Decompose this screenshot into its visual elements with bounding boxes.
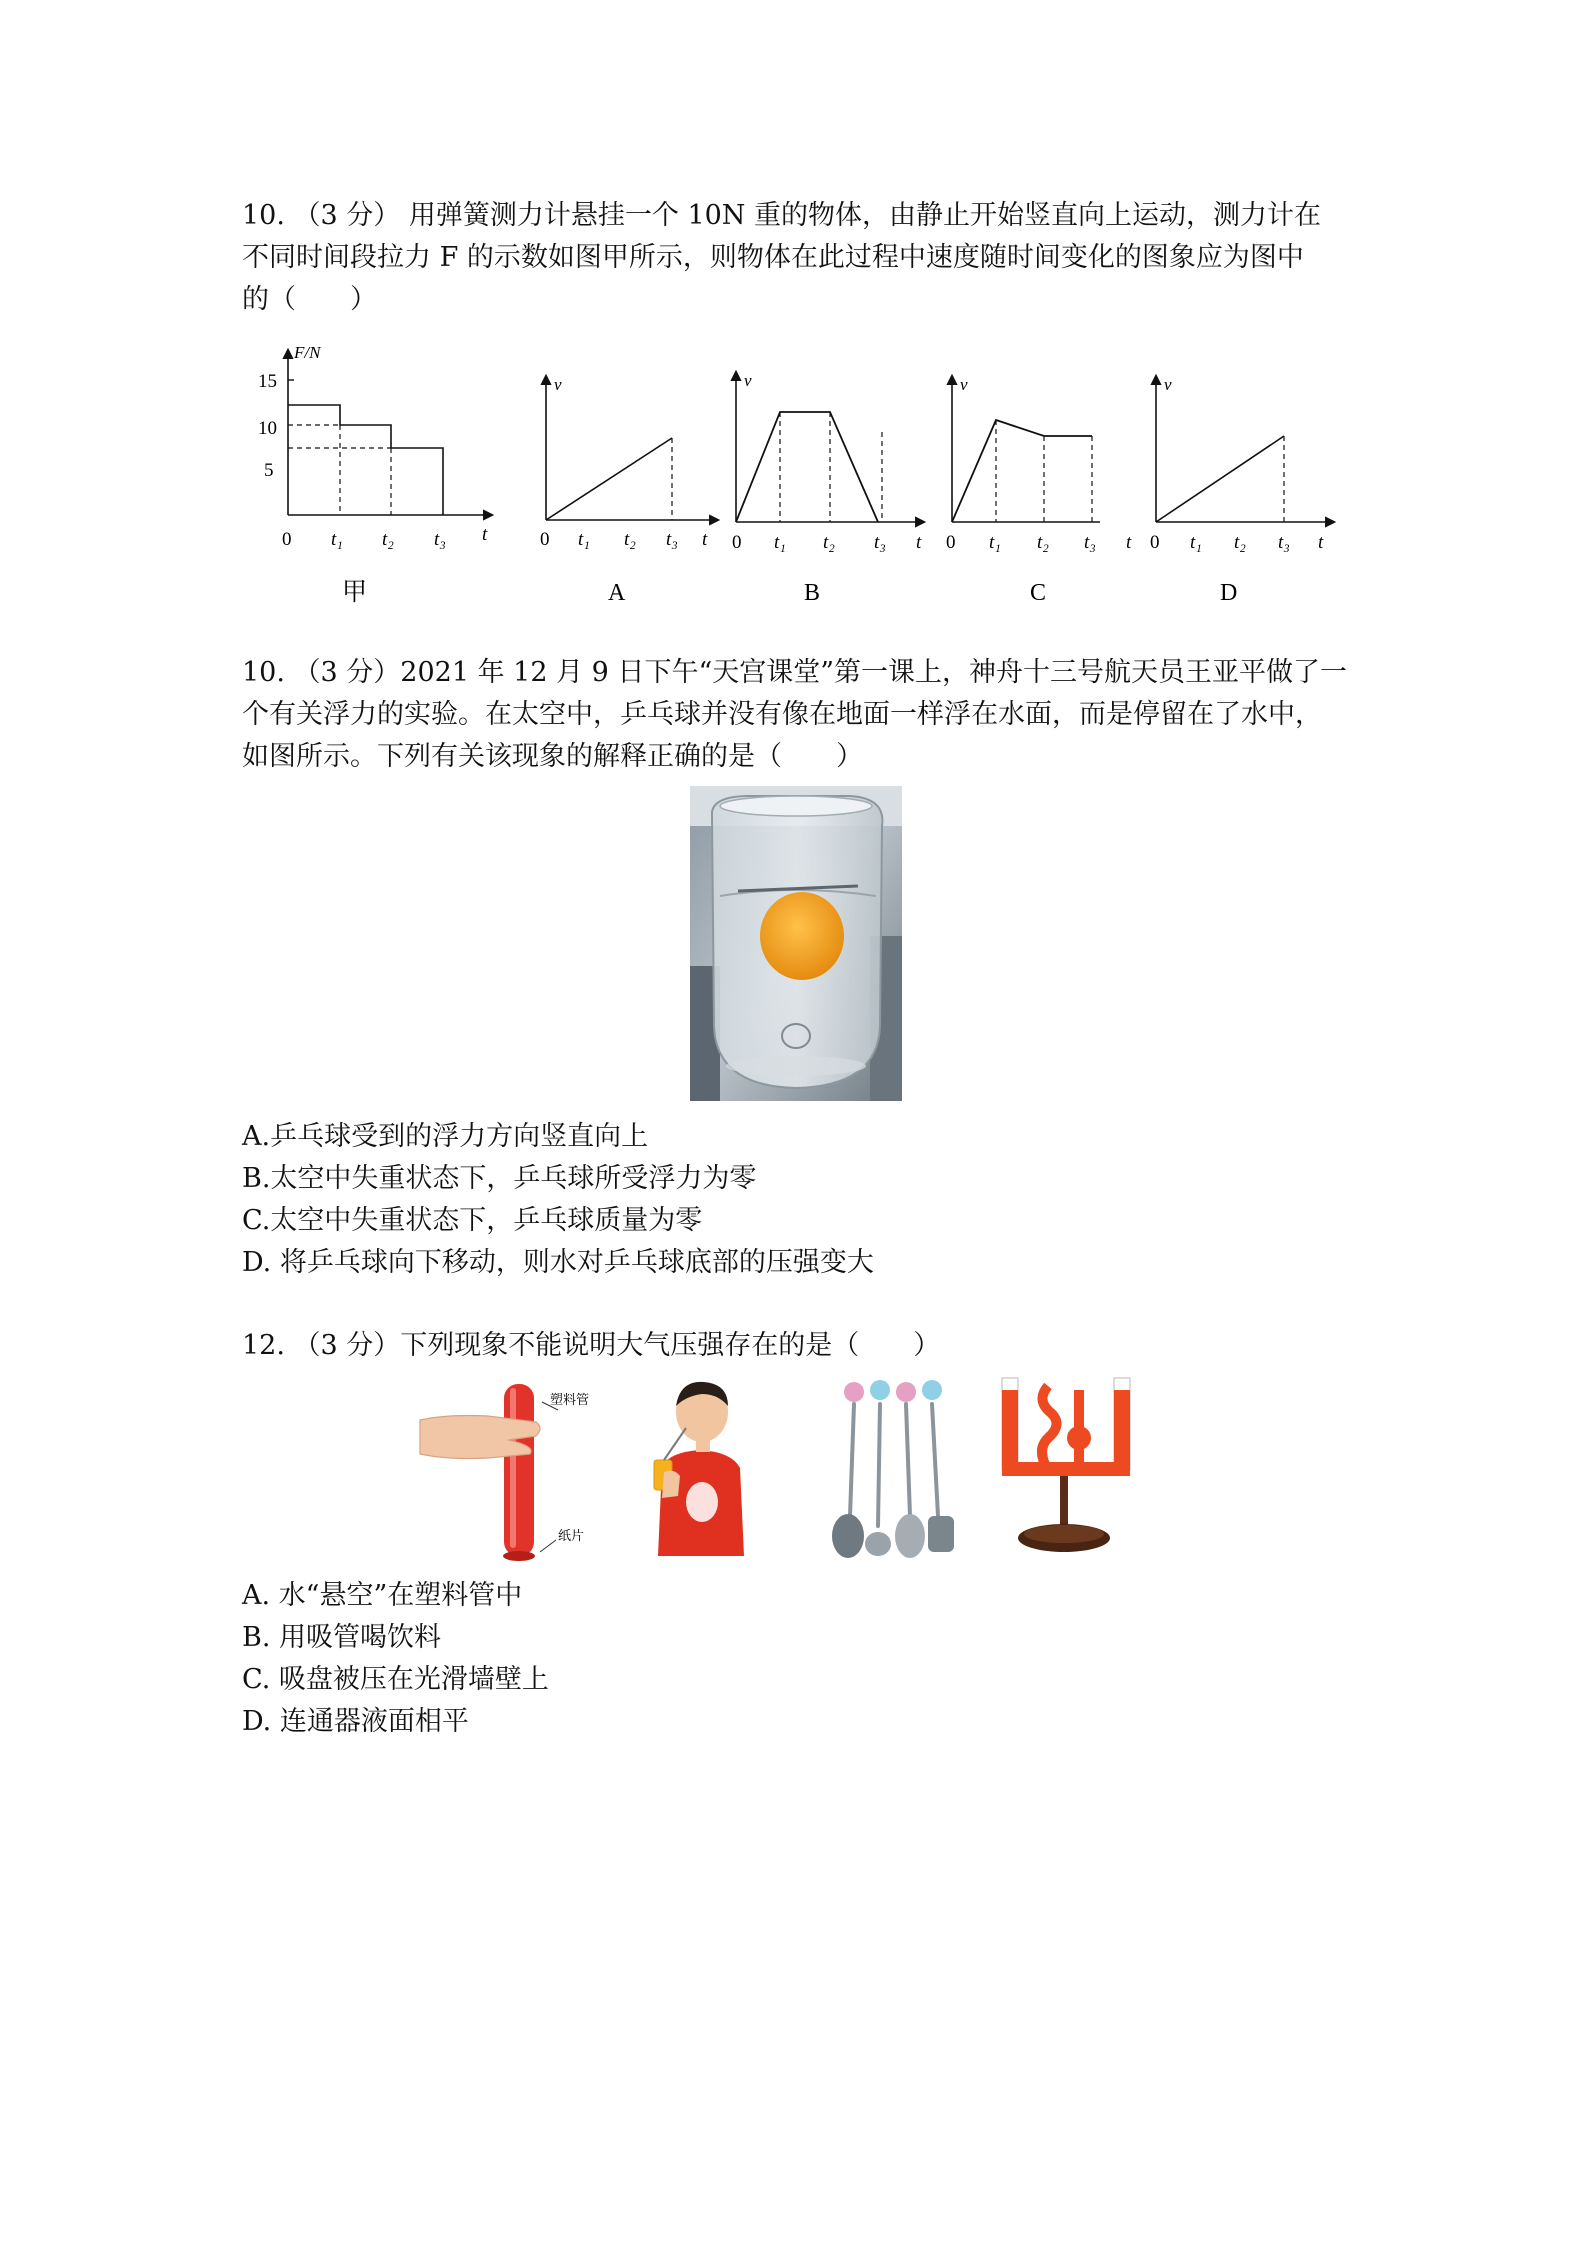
question-10-force-graph	[242, 195, 1362, 321]
graph-label: B	[804, 580, 821, 606]
y-axis-label: v	[960, 375, 968, 394]
graph-label: C	[1030, 580, 1047, 606]
boy-straw-figure	[640, 1376, 760, 1566]
answer-option-d[interactable]: D. 将乒乓球向下移动，则水对乒乓球底部的压强变大	[242, 1247, 874, 1278]
graph-option-d	[1148, 370, 1348, 610]
y-axis-label: F/N	[294, 343, 321, 362]
x-tick: 0	[1150, 532, 1160, 553]
question-10-buoyancy	[242, 652, 1362, 778]
question-text-line: 10. （3 分）2021 年 12 月 9 日下午“天宫课堂”第一课上，神舟十三号航天员王亚平做了一	[242, 657, 1348, 688]
answer-option-c[interactable]: C. 吸盘被压在光滑墙壁上	[242, 1664, 549, 1695]
graph-label: D	[1220, 580, 1238, 606]
graph-option-b	[728, 370, 928, 610]
y-tick: 10	[258, 418, 277, 439]
x-tick: 0	[540, 529, 550, 550]
x-tick: t₃	[666, 529, 678, 550]
graph-label: 甲	[342, 579, 368, 606]
question-text-line: 的（ ）	[242, 284, 377, 315]
answer-option-a[interactable]: A.乒乓球受到的浮力方向竖直向上	[242, 1121, 649, 1152]
y-tick: 15	[258, 371, 277, 392]
graph-label: A	[608, 580, 626, 606]
plastic-tube-figure	[418, 1376, 608, 1566]
answer-option-a[interactable]: A. 水“悬空”在塑料管中	[242, 1580, 523, 1611]
question-text-line: 不同时间段拉力 F 的示数如图甲所示，则物体在此过程中速度随时间变化的图象应为图中	[242, 242, 1304, 273]
figure-label-tube: 塑料管	[550, 1392, 590, 1407]
graph-option-c	[944, 370, 1144, 610]
x-tick: t₂	[1037, 532, 1049, 553]
y-tick: 5	[264, 460, 274, 481]
answer-option-b[interactable]: B. 用吸管喝饮料	[242, 1622, 442, 1653]
question-text-line: 10. （3 分） 用弹簧测力计悬挂一个 10N 重的物体，由静止开始竖直向上运动，测力计在	[242, 200, 1322, 231]
y-axis-label: v	[554, 375, 562, 394]
answer-option-b[interactable]: B.太空中失重状态下，乒乓球所受浮力为零	[242, 1163, 757, 1194]
x-tick: t₁	[1190, 532, 1202, 553]
x-tick: t	[1318, 532, 1324, 553]
y-axis-label: v	[1164, 375, 1172, 394]
x-tick: t₂	[624, 529, 636, 550]
graph-jia	[250, 340, 500, 610]
question-text-line: 12. （3 分）下列现象不能说明大气压强存在的是（ ）	[242, 1330, 941, 1361]
answer-option-d[interactable]: D. 连通器液面相平	[242, 1706, 469, 1737]
question-12-atmospheric-pressure	[242, 1325, 1362, 1367]
x-tick: t₁	[774, 532, 786, 553]
x-tick: t₂	[823, 532, 835, 553]
x-tick: t	[482, 524, 488, 545]
question-text-line: 如图所示。下列有关该现象的解释正确的是（ ）	[242, 741, 863, 772]
x-tick: 0	[946, 532, 956, 553]
connected-vessels-figure	[996, 1376, 1136, 1566]
suction-hooks-figure	[832, 1376, 972, 1566]
x-tick: t₁	[331, 529, 343, 550]
x-tick: t	[916, 532, 922, 553]
x-tick: t₃	[874, 532, 886, 553]
x-tick: t₁	[578, 529, 590, 550]
y-axis-label: v	[744, 371, 752, 390]
x-tick: t₂	[1234, 532, 1246, 553]
x-tick: t₃	[434, 529, 446, 550]
figure-label-paper: 纸片	[558, 1528, 585, 1543]
answer-option-c[interactable]: C.太空中失重状态下，乒乓球质量为零	[242, 1205, 703, 1236]
x-tick: 0	[732, 532, 742, 553]
x-tick: t₁	[989, 532, 1001, 553]
ping-pong-water-photo	[690, 786, 902, 1101]
x-tick: t	[1126, 532, 1132, 553]
x-tick: t₂	[382, 529, 394, 550]
x-tick: t	[702, 529, 708, 550]
question-text-line: 个有关浮力的实验。在太空中，乒乓球并没有像在地面一样浮在水面，而是停留在了水中，	[242, 699, 1322, 730]
x-tick: 0	[282, 529, 292, 550]
x-tick: t₃	[1084, 532, 1096, 553]
graph-option-a	[532, 370, 722, 610]
x-tick: t₃	[1278, 532, 1290, 553]
